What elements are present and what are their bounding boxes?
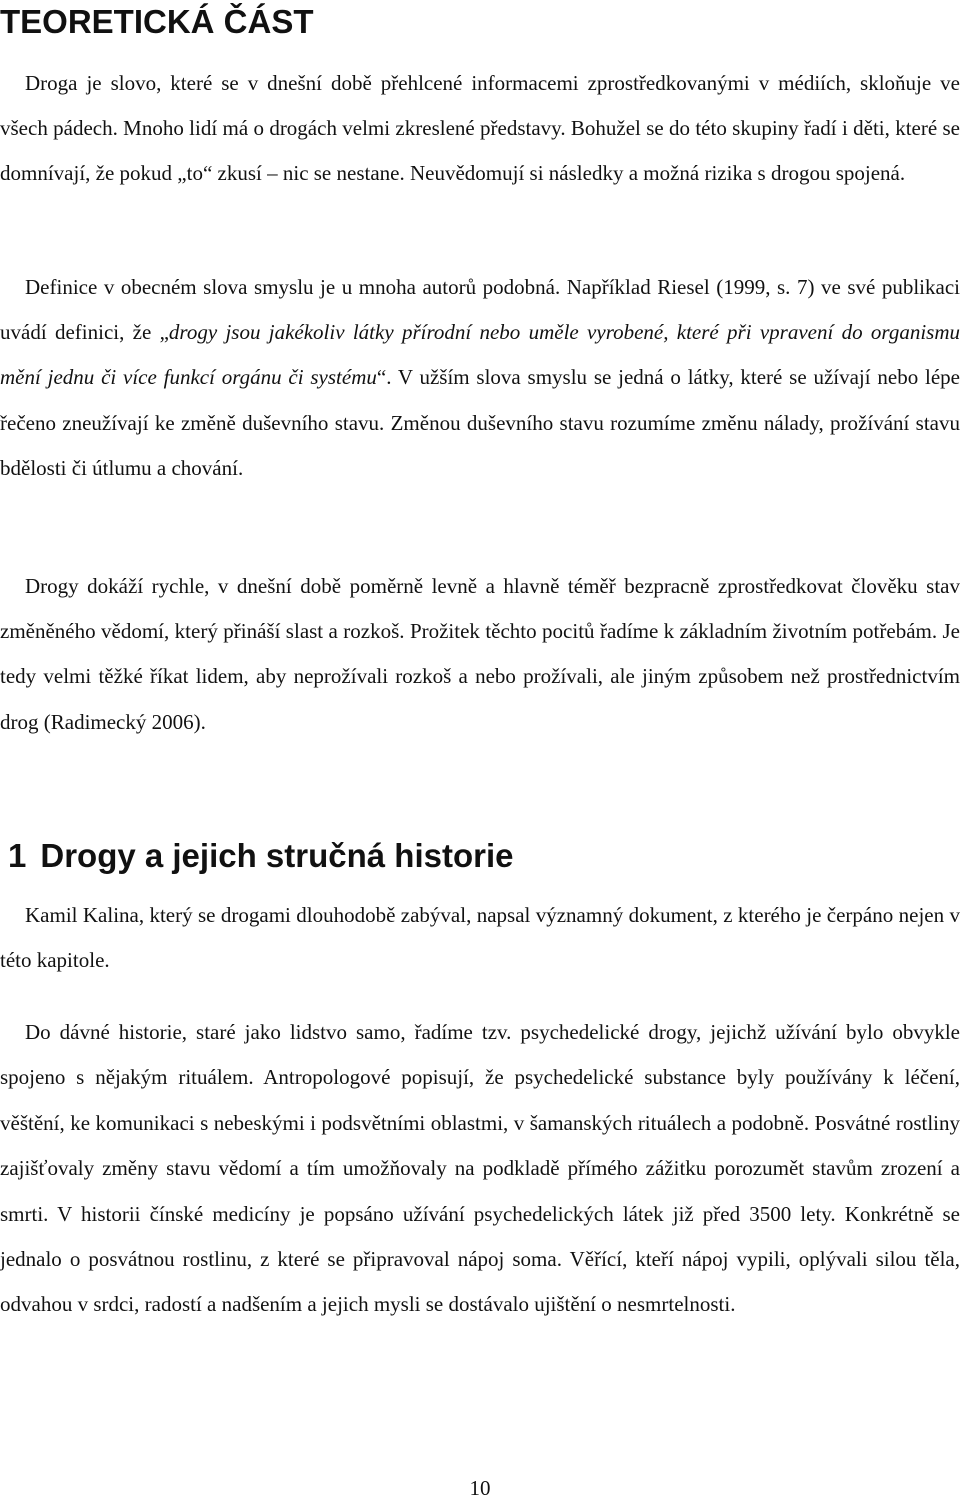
page-number: 10 xyxy=(469,1476,491,1500)
definition-lead-text: Definice v obecném slova smyslu je u mnoha autorů podobná. Například Riesel (1999, s. 7) ve své publikaci uvádí definici, že „ xyxy=(0,275,960,345)
paragraph-definition xyxy=(0,265,960,491)
chapter-number: 1 xyxy=(8,837,27,874)
definition-quote: drogy jsou jakékoliv látky přírodní nebo uměle vyrobené, které při vpravení do organismu mění jednu či více funkcí orgánu či systému xyxy=(0,320,960,390)
section-heading: TEORETICKÁ ČÁST xyxy=(0,3,314,40)
definition-trail-text: “. V užším slova smyslu se jedná o látky, které se užívají nebo lépe řečeno zneužívají ke změně duševního stavu. Změnou duševního stavu rozumíme změnu nálady, prožívání stavu bdělosti či útlumu a chování. xyxy=(0,365,960,480)
paragraph-effects: Drogy dokáží rychle, v dnešní době poměrně levně a hlavně téměř bezpracně zprostředkovat člověku stav změněného vědomí, který přináší slast a rozkoš. Prožitek těchto pocitů řadíme k základním životním potřebám. Je tedy velmi těžké říkat lidem, aby neprožívali rozkoš a nebo prožívali, ale jiným způsobem než prostřednictvím drog (Radimecký 2006). xyxy=(0,574,960,734)
chapter-title: Drogy a jejich stručná historie xyxy=(40,837,514,874)
chapter-heading xyxy=(8,836,514,876)
paragraph-intro: Droga je slovo, které se v dnešní době přehlcené informacemi zprostředkovanými v médiích, skloňuje ve všech pádech. Mnoho lidí má o drogách velmi zkreslené představy. Bohužel se do této skupiny řadí i děti, které se domnívají, že pokud „to“ zkusí – nic se nestane. Neuvědomují si následky a možná rizika s drogou spojená. xyxy=(0,71,960,186)
paragraph-history: Do dávné historie, staré jako lidstvo samo, řadíme tzv. psychedelické drogy, jejichž užívání bylo obvykle spojeno s nějakým rituálem. Antropologové popisují, že psychedelické substance byly používány k léčení, věštění, ke komunikaci s nebeskými i podsvětními oblastmi, v šamanských rituálech a podobně. Posvátné rostliny zajišťovaly změny stavu vědomí a tím umožňovaly na podkladě přímého zážitku porozumět stavům zrození a smrti. V historii čínské medicíny je popsáno užívání psychedelických látek již před 3500 lety. Konkrétně se jednalo o posvátnou rostlinu, z které se připravoval nápoj soma. Věřící, kteří nápoj vypili, oplývali silou těla, odvahou v srdci, radostí a nadšením a jejich mysli se dostávalo ujištění o nesmrtelnosti. xyxy=(0,1020,960,1317)
paragraph-source: Kamil Kalina, který se drogami dlouhodobě zabýval, napsal významný dokument, z kterého je čerpáno nejen v této kapitole. xyxy=(0,903,960,973)
